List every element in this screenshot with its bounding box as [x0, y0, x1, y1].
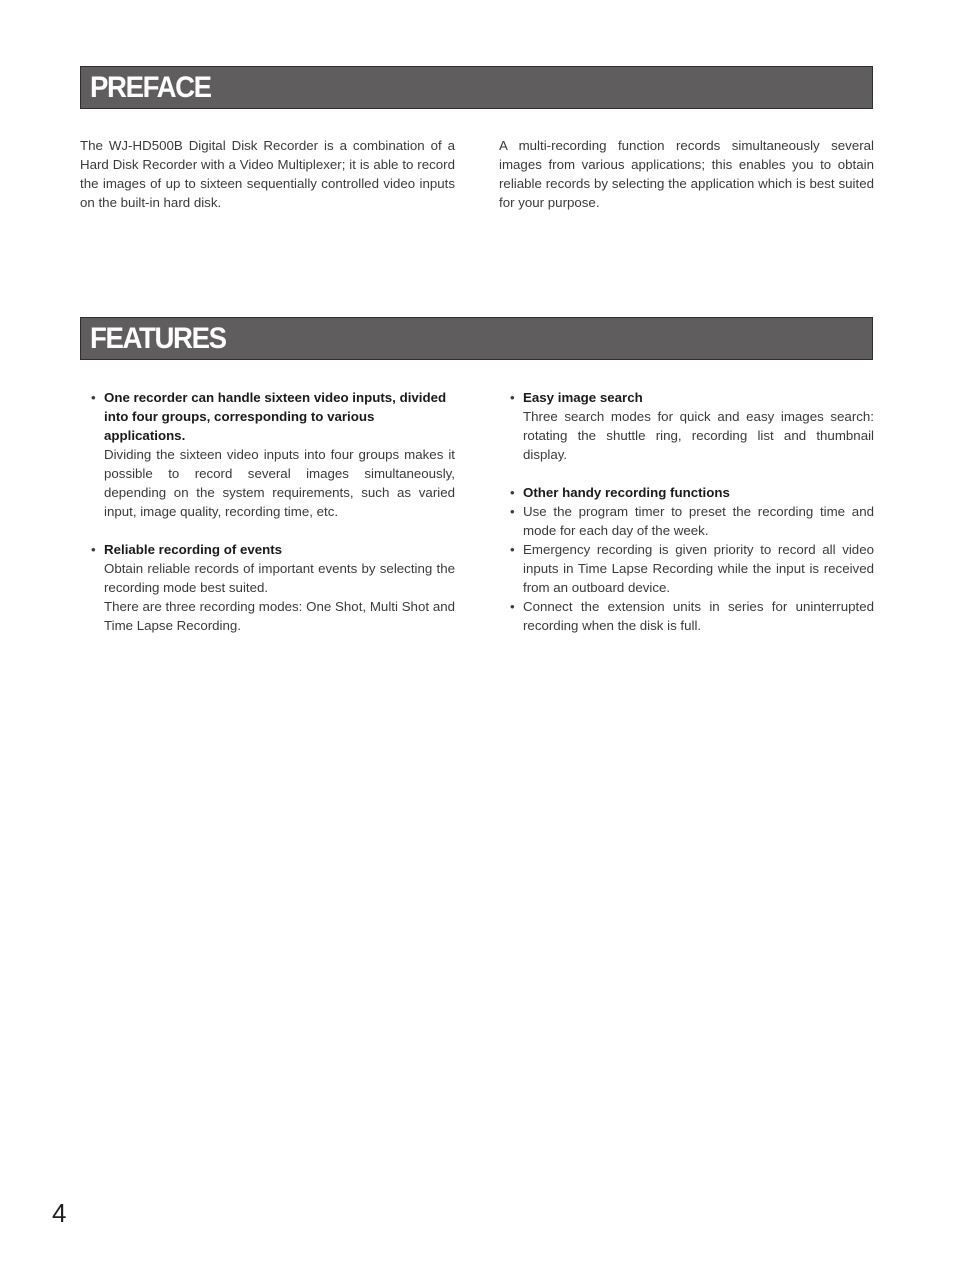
feature-heading: One recorder can handle sixteen video inputs, divided into four groups, corresponding to various applications.	[104, 390, 447, 443]
feature-heading: Easy image search	[523, 390, 643, 405]
bullet-icon: •	[510, 390, 515, 405]
feature-sub-item	[499, 540, 874, 597]
feature-sub-text: Use the program timer to preset the recording time and mode for each day of the week.	[523, 504, 874, 538]
feature-sub-item	[499, 597, 874, 635]
feature-body: Dividing the sixteen video inputs into four groups makes it possible to record several images simultaneously, depending on the system requirements, such as varied input, image quality, recording time, etc.	[104, 447, 455, 519]
bullet-icon: •	[91, 390, 96, 405]
feature-item	[499, 483, 874, 502]
preface-left-text: The WJ-HD500B Digital Disk Recorder is a combination of a Hard Disk Recorder with a Video Multiplexer; it is able to record the images of up to sixteen sequentially controlled video inputs on the built-in hard disk.	[80, 138, 455, 210]
feature-sub-item	[499, 502, 874, 540]
feature-heading: Other handy recording functions	[523, 485, 730, 500]
features-banner	[80, 317, 873, 360]
preface-left-column	[80, 136, 455, 212]
feature-item	[80, 540, 455, 635]
bullet-icon: •	[510, 485, 515, 500]
preface-banner	[80, 66, 873, 109]
bullet-icon: •	[510, 599, 515, 614]
bullet-icon: •	[510, 542, 515, 557]
features-title: FEATURES	[90, 322, 226, 355]
features-right-column	[499, 388, 874, 635]
preface-right-text: A multi-recording function records simultaneously several images from various applications; this enables you to obtain reliable records by selecting the application which is best suited for your purpose.	[499, 138, 874, 210]
preface-title: PREFACE	[90, 71, 211, 104]
feature-sub-text: Emergency recording is given priority to record all video inputs in Time Lapse Recording while the input is received from an outboard device.	[523, 542, 874, 595]
feature-body: There are three recording modes: One Shot, Multi Shot and Time Lapse Recording.	[104, 599, 455, 633]
bullet-icon: •	[91, 542, 96, 557]
bullet-icon: •	[510, 504, 515, 519]
feature-sub-text: Connect the extension units in series for uninterrupted recording when the disk is full.	[523, 599, 874, 633]
feature-item	[80, 388, 455, 521]
feature-heading: Reliable recording of events	[104, 542, 283, 557]
features-left-column	[80, 388, 455, 654]
feature-item	[499, 388, 874, 464]
preface-right-column	[499, 136, 874, 212]
feature-body: Obtain reliable records of important events by selecting the recording mode best suited.	[104, 561, 455, 595]
page-number: 4	[52, 1198, 67, 1228]
feature-body: Three search modes for quick and easy images search: rotating the shuttle ring, recording list and thumbnail display.	[523, 409, 874, 462]
